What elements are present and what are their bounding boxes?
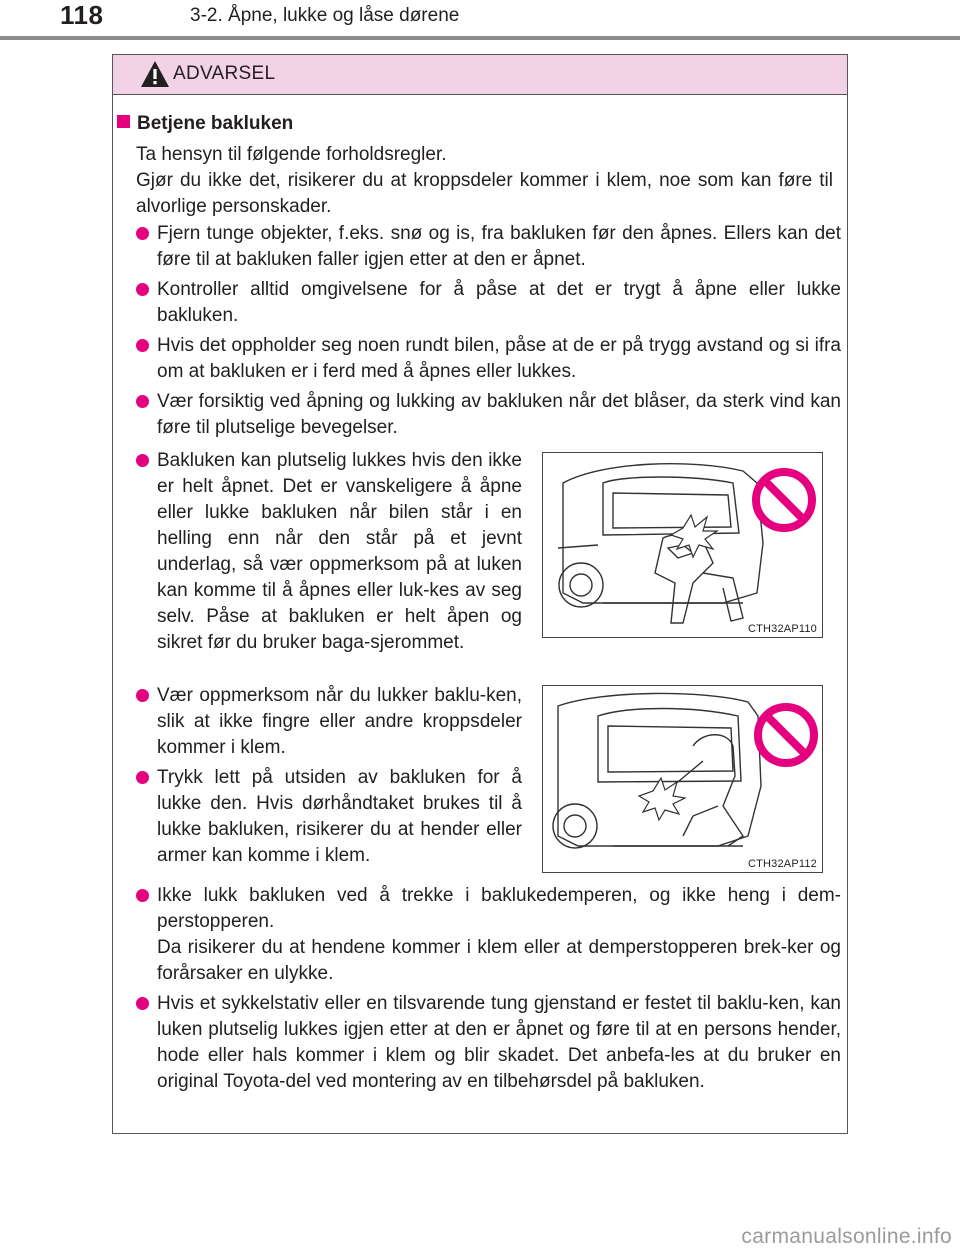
prohibition-icon (753, 702, 819, 768)
list-item (136, 333, 841, 385)
warning-header (113, 55, 847, 95)
list-item (136, 389, 841, 441)
list-item-text: Kontroller alltid omgivelsene for å påse at det er trygt å åpne eller lukke bakluken. (157, 279, 841, 326)
list-item-text: Hvis et sykkelstativ eller en tilsvarende tung gjenstand er festet til baklu-ken, kan luken plutselig lukkes igjen etter at den er åpnet og føre til at en persons hender, hode eller hals kommer i klem og blir skadet. Det anbefa-les at du bruker en original Toyota-del ved montering av en tilbehørsdel på bakluken. (157, 993, 841, 1092)
list-item (136, 883, 841, 987)
bullet-dot-icon (136, 771, 149, 784)
intro-paragraph (136, 142, 840, 220)
bullet-dot-icon (136, 889, 149, 902)
page-header (0, 0, 960, 40)
list-item (136, 683, 522, 761)
figure-tailgate-closing (542, 685, 823, 873)
square-bullet-icon (117, 115, 130, 128)
bullet-dot-icon (136, 283, 149, 296)
bullet-dot-icon (136, 339, 149, 352)
sub-heading-text: Betjene bakluken (137, 113, 294, 134)
list-item (136, 448, 522, 656)
list-item-text: Vær forsiktig ved åpning og lukking av bakluken når det blåser, da sterk vind kan føre til plutselige bevegelser. (157, 391, 841, 438)
bullet-dot-icon (136, 689, 149, 702)
list-item-text: Ikke lukk bakluken ved å trekke i baklukedemperen, og ikke heng i dem-perstopperen. (157, 885, 841, 932)
list-item-text: Bakluken kan plutselig lukkes hvis den ikke er helt åpnet. Det er vanskeligere å åpne eller lukke bakluken når bilen står i en helling enn når den står på et jevnt underlag, så vær oppmerksom på at luken kan komme til å åpnes eller luk-kes av seg selv. Påse at bakluken er helt åpen og sikret før du bruker baga-sjerommet. (157, 450, 522, 653)
intro-line-2: Gjør du ikke det, risikerer du at kroppsdeler kommer i klem, noe som kan føre til alvorlige personskader. (136, 170, 833, 217)
list-item-text: Vær oppmerksom når du lukker baklu-ken, slik at ikke fingre eller andre kroppsdeler kommer i klem. (157, 685, 522, 758)
list-item (136, 277, 841, 329)
watermark: carmanualsonline.info (741, 1225, 952, 1248)
list-item-text: Trykk lett på utsiden av bakluken for å lukke den. Hvis dørhåndtaket brukes til å lukke bakluken, risikerer du at hender eller armer kan komme i klem. (157, 767, 522, 866)
bullet-dot-icon (136, 997, 149, 1010)
list-item-text: Fjern tunge objekter, f.eks. snø og is, fra bakluken før den åpnes. Ellers kan det føre til at bakluken faller igjen etter at den er åpnet. (157, 223, 841, 270)
bullet-dot-icon (136, 395, 149, 408)
bullet-dot-icon (136, 454, 149, 467)
list-item (136, 765, 522, 869)
list-item (136, 221, 841, 273)
sub-heading (117, 113, 293, 135)
warning-box (112, 54, 848, 1134)
intro-line-1: Ta hensyn til følgende forholdsregler. (136, 144, 447, 165)
list-item-text: Da risikerer du at hendene kommer i klem eller at demperstopperen brek-ker og forårsaker en ulykke. (157, 937, 841, 984)
bullet-dot-icon (136, 227, 149, 240)
figure-code: CTH32AP112 (747, 858, 817, 870)
section-title: 3-2. Åpne, lukke og låse dørene (190, 5, 460, 26)
header-rule (0, 36, 960, 40)
list-item-text: Hvis det oppholder seg noen rundt bilen, påse at de er på trygg avstand og si ifra om at bakluken er i ferd med å åpnes eller lukkes. (157, 335, 841, 382)
prohibition-icon (751, 467, 817, 533)
warning-label: ADVARSEL (173, 63, 276, 84)
figure-code: CTH32AP110 (747, 623, 817, 635)
warning-triangle-icon (140, 60, 170, 88)
list-item (136, 991, 841, 1095)
page-number: 118 (60, 0, 104, 30)
figure-tailgate-slope (542, 452, 823, 638)
